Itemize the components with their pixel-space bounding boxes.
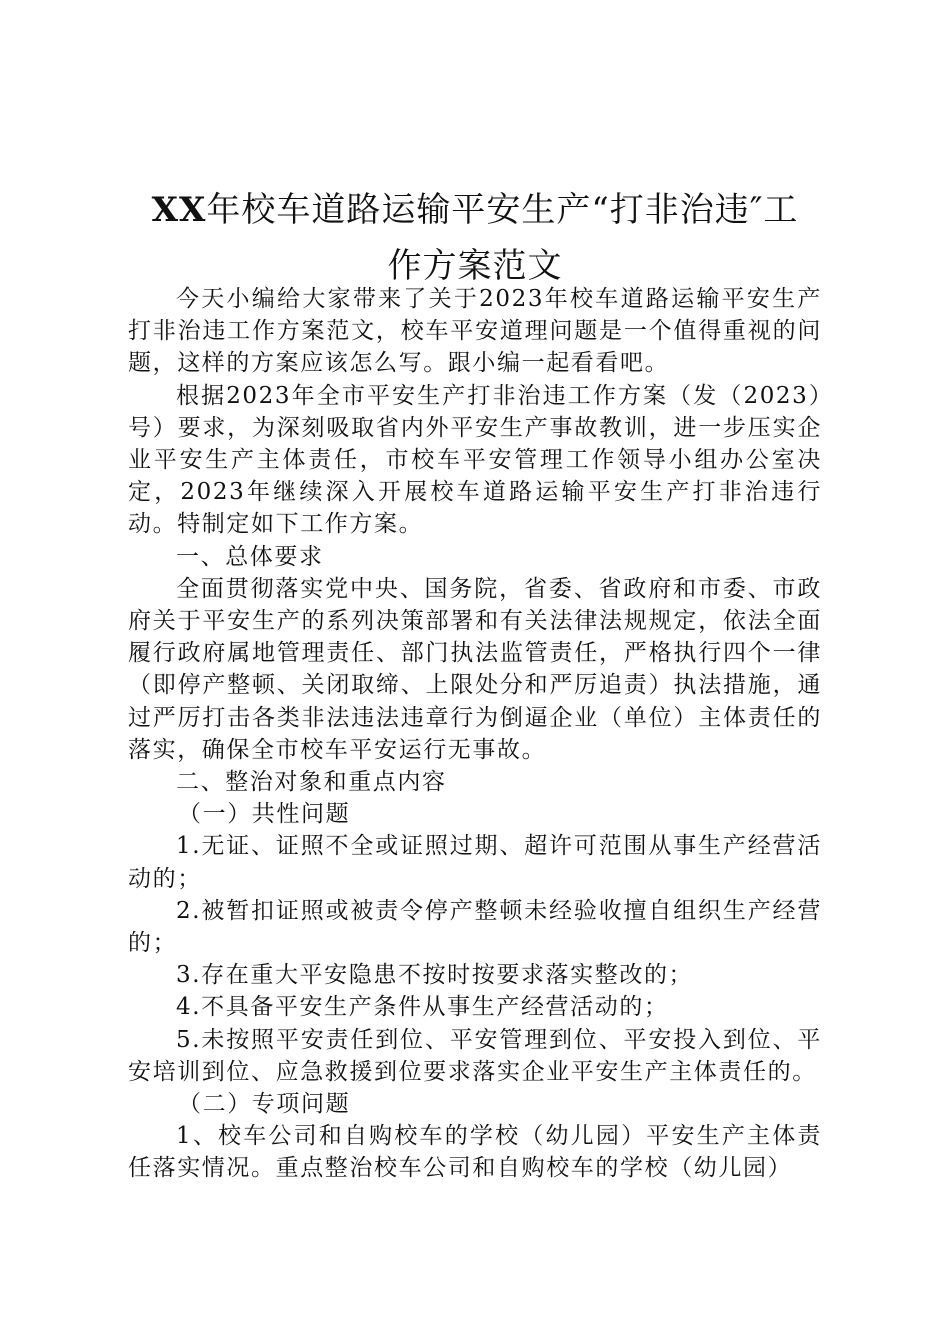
list-item: 1.无证、证照不全或证照过期、超许可范围从事生产经营活动的； <box>128 833 822 892</box>
document-title-line-2: 作方案范文 <box>387 246 563 286</box>
list-item: 4.不具备平安生产条件从事生产经营活动的； <box>176 994 669 1021</box>
intro-paragraph: 今天小编给大家带来了关于2023年校车道路运输平安生产打非治违工作方案范文，校车平安道理问题是一个值得重视的问题，这样的方案应该怎么写。跟小编一起看看吧。 <box>128 286 822 377</box>
list-item: 3.存在重大平安隐患不按时按要求落实整改的； <box>176 962 694 989</box>
subsection-heading-common-issues: （一）共性问题 <box>178 801 351 828</box>
section-heading-general-requirements: 一、总体要求 <box>176 543 324 570</box>
title-prefix: XX <box>151 190 207 230</box>
basis-paragraph: 根据2023年全市平安生产打非治违工作方案（发（2023）号）要求，为深刻吸取省内外平安生产事故教训，进一步压实企业平安生产主体责任，市校车平安管理工作领导小组办公室决定，2023年继续深入开展校车道路运输平安生产打非治违行动。特制定如下工作方案。 <box>128 382 822 538</box>
section-heading-targets: 二、整治对象和重点内容 <box>176 769 447 796</box>
list-item: 5.未按照平安责任到位、平安管理到位、平安投入到位、平安培训到位、应急救援到位要求落实企业平安生产主体责任的。 <box>128 1026 822 1085</box>
list-item: 1、校车公司和自购校车的学校（幼儿园）平安生产主体责任落实情况。重点整治校车公司和自购校车的学校（幼儿园） <box>128 1123 822 1182</box>
subsection-heading-special-issues: （二）专项问题 <box>178 1091 351 1118</box>
title-line-1-text: 年校车道路运输平安生产“打非治违″工 <box>206 190 799 230</box>
list-item: 2.被暂扣证照或被责令停产整顿未经验收擅自组织生产经营的； <box>128 897 822 957</box>
document-body <box>128 283 822 1185</box>
general-requirements-paragraph: 全面贯彻落实党中央、国务院，省委、省政府和市委、市政府关于平安生产的系列决策部署和有关法律法规规定，依法全面履行政府属地管理责任、部门执法监管责任，严格执行四个一律（即停产整顿、关闭取缔、上限处分和严厉追责）执法措施，通过严厉打击各类非法违法违章行为倒逼企业（单位）主体责任的落实，确保全市校车平安运行无事故。 <box>128 575 822 763</box>
document-title-line-1 <box>128 182 822 238</box>
